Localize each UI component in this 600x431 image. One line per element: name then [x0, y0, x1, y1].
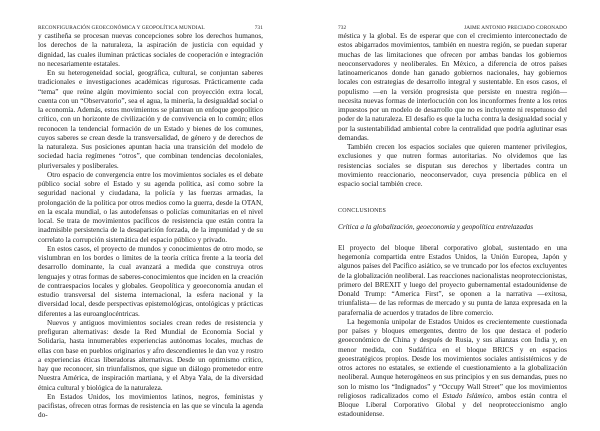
running-head-title: RECONFIGURACIÓN GEOECONÓMICA Y GEOPOLÍTICA MUNDIAL [38, 25, 205, 31]
page-body [338, 32, 567, 420]
paragraph: méstica y la global. Es de esperar que con el crecimiento interconectado de estos abigarrados movimientos, también en nuestra región, se puedan superar muchas de las limitaciones que ofrecen por ambas bandas los gobiernos neoconservadores y neoliberales. En México, a diferencia de otros países latinoamericanos donde han ganado gobiernos nacionales, hay gobiernos locales con estrategias de desarrollo integral y sustentable. En esos casos, el populismo —en la versión progresista que persiste en nuestra región— necesita nuevas formas de interlocución con los inconformes frente a los retos impuestos por un modelo de desarrollo que no es incluyente ni respetuoso del poder de la naturaleza. El desafío es que la lucha contra la desigualdad social y por la sustentabilidad ambiental cobre la centralidad que podría aglutinar esas demandas. [338, 32, 567, 142]
paragraph: y castiheña se procesan nuevas concepciones sobre los derechos humanos, los derechos de la naturaleza, la aspiración de justicia con equidad y dignidad, las cuales iluminan prácticas sociales de cooperación e integración no necesariamente estatales. [38, 32, 263, 68]
paragraph: En Estados Unidos, los movimientos latinos, negros, feministas y pacifistas, ofrecen otras formas de resistencia en las que se vincula la agenda do- [38, 392, 263, 420]
section-heading [338, 207, 567, 216]
paragraph-italic-text: Estado Islámico [442, 391, 492, 400]
paragraph: También crecen los espacios sociales que quieren mantener privilegios, exclusiones y que nutren formas autoritarias. No olvidemos que las resistencias sociales se disputan sus derechos y libertades contra un movimiento reaccionario, neoconservador, cuya presencia pública en el espacio social también crece. [338, 143, 567, 188]
page-number: 732 [338, 25, 347, 31]
running-head-author: JAIME ANTONIO PRECIADO CORONADO [464, 25, 567, 31]
left-page [38, 0, 263, 431]
paragraph: Nuevos y antiguos movimientos sociales crean redes de resistencia y prefiguran alternativas: desde la Red Mundial de Economía Social y Solidaria, hasta innumerables experiencias autónomas locales, muchas de ellas con base en pueblos originarios y afro descendientes le dan voz y rostro a experiencias éticas liberadoras alternativas. Desde un optimismo crítico, hay que reconocer, sin triunfalismos, que sigue un diálogo prometedor entre Nuestra América, de inspiración martiana, y el Abya Yala, de la diversidad étnica cultural y biológica de la naturaleza. [38, 318, 263, 392]
section-heading-text: CONCLUSIONES [338, 208, 387, 215]
right-page [338, 0, 567, 431]
paragraph-text: La hegemonía unipolar de Estados Unidos es crecientemente cuestionada por países y bloques emergentes, dentro de los que destaca el poderío geoeconómico de China y después de Rusia, y sus alianzas con India y, en menor medida, con Sudáfrica en el bloque BRICS y en espacios geoestratégicos propios. Desde los movimientos sociales antisistémicos y de otros actores no estatales, se extiende el cuestionamiento a la globalización neoliberal. Aunque heterogéneos en sus principios y en sus demandas, pues no son lo mismo los “Indignados” y “Occupy Wall Street” que los movimientos religiosos radicalizados como el [338, 317, 567, 400]
paragraph-text: , ambos están contra el Bloque Liberal Corporativo Global y del neoproteccionismo anglo estadounidense. [338, 391, 567, 419]
page-number: 731 [254, 25, 263, 31]
paragraph: En su heterogeneidad social, geográfica, cultural, se conjuntan saberes tradicionales e investigaciones académicas rigurosas. Prácticamente cada “tema” que reúne algún movimiento social con proyección extra local, cuenta con un “Observatorio”, sea el agua, la minería, la desigualdad social o la economía. Además, estos movimientos se plantean un enfoque geopolítico crítico, con un horizonte de civilización y de convivencia en lo común; ellos reconocen la tendencial formación de un Estado y bienes de los comunes, cuyos saberes se crean desde la transversalidad, de género y de derechos de la naturaleza. Sus posiciones apuntan hacia una transición del modelo de sociedad hacia regímenes “otros”, que combinan tendencias decoloniales, pluriversales y posliberales. [38, 69, 263, 170]
subheading: Crítica a la globalización, geoeconomía y geopolítica entrelazadas [338, 222, 534, 231]
paragraph [338, 318, 567, 420]
paragraph: Otro espacio de convergencia entre los movimientos sociales es el debate público social sobre el Estado y su agenda política, así como sobre la seguridad nacional y ciudadana, la policía y las fuerzas armadas, la prolongación de la política por otros medios como la guerra, desde la OTAN, en la escala mundial, o las autodefensas o policías comunitarias en el nivel local. Se trata de movimientos pacíficos de resistencia que están contra la inadmisible persistencia de la desaparición forzada, de la impunidad y de su correlato la corrupción sistemática del espacio público y privado. [38, 170, 263, 244]
paragraph: El proyecto del bloque liberal corporativo global, sustentado en una hegemonía compartida entre Estados Unidos, la Unión Europea, Japón y algunos países del Pacífico asiático, se ve truncado por los efectos excluyentes de la globalización neoliberal. Las reacciones nacionalistas neoproteccionistas, primero del BREXIT y luego del proyecto gubernamental estadounidense de Donald Trump: “America First”, se oponen a la narrativa —exitosa, triunfalista— de las reformas de mercado y su punta de lanza expresada en la parafernalia de acuerdos y tratados de libre comercio. [338, 243, 567, 317]
page-body [38, 32, 263, 421]
paragraph: En estos casos, el proyecto de mundos y conocimientos de otro modo, se vislumbran en los bordes o límites de la teoría crítica frente a la teoría del desarrollo dominante, la cual avanzará a medida que construya otros lenguajes y otras formas de saberes-conocimientos que inciden en la creación de contraespacios locales y globales. Geopolítica y geoeconomía anudan el estudio transversal del sistema internacional, la esfera nacional y la diversidad local, desde perspectivas epistemológicas, ontológicas y prácticas diferentes a las euroanglocéntricas. [38, 244, 263, 318]
